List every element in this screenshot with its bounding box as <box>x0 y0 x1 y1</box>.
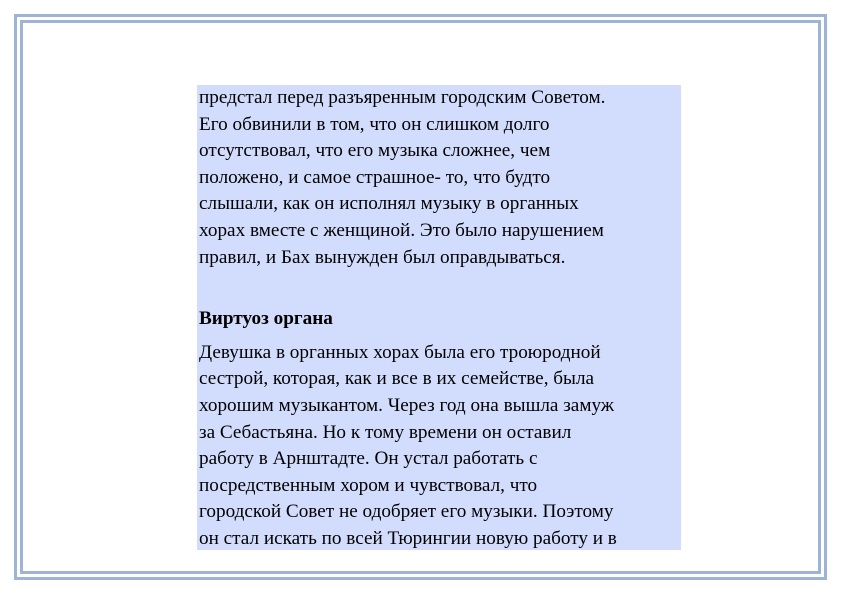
text-panel <box>197 85 681 550</box>
paragraph-2: Девушка в органных хорах была его троюродной сестрой, которая, как и все в их семействе, была хорошим музыкантом. Через год она вышла замуж за Себастьяна. Но к тому времени он оставил работу в Арнштадте. Он устал работать с посредственным хором и чувствовал, что городской Совет не одобряет его музыки. Поэтому он стал искать по всей Тюрингии новую работу и в <box>199 341 617 549</box>
section-heading: Виртуоз органа <box>199 308 333 330</box>
paragraph-1: предстал перед разъяренным городским Советом. Его обвинили в том, что он слишком долго отсутствовал, что его музыка сложнее, чем положено, и самое страшное- то, что будто слышали, как он исполнял музыку в органных хорах вместе с женщиной. Это было нарушением правил, и Бах вынужден был оправдываться. <box>199 87 606 268</box>
